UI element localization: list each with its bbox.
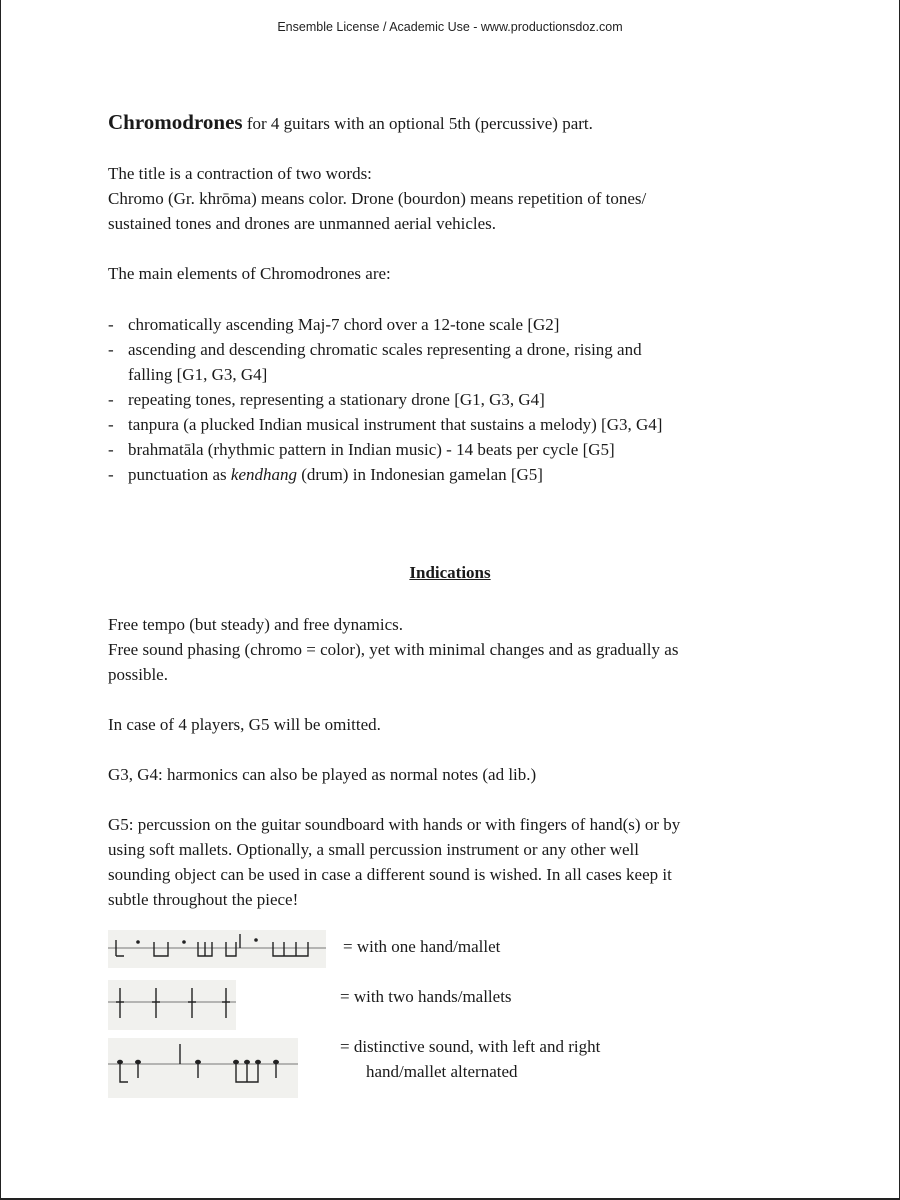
indication-line: sounding object can be used in case a different sound is wished. In all cases keep it [108,865,672,884]
intro-paragraph-3: The main elements of Chromodrones are: [108,264,391,283]
legend-distinctive: = distinctive sound, with left and right [340,1037,601,1056]
legend-distinctive-continued: hand/mallet alternated [366,1062,518,1081]
indications-heading: Indications [409,563,491,582]
notation-one-hand [108,930,326,968]
intro-paragraph-2b: sustained tones and drones are unmanned aerial vehicles. [108,214,497,233]
indication-line: possible. [108,665,168,684]
list-item: - brahmatāla (rhythmic pattern in Indian music) - 14 beats per cycle [G5] [108,440,615,459]
piece-subtitle: for 4 guitars with an optional 5th (percussive) part. [242,114,593,133]
list-item: - chromatically ascending Maj-7 chord over a 12-tone scale [G2] [108,315,560,334]
intro-paragraph-1: The title is a contraction of two words: [108,164,372,183]
title-line [108,110,593,136]
list-item: - tanpura (a plucked Indian musical instrument that sustains a melody) [G3, G4] [108,415,663,434]
list-item: - repeating tones, representing a stationary drone [G1, G3, G4] [108,390,545,409]
indication-line: Free tempo (but steady) and free dynamics. [108,615,404,634]
legend-two-hands: = with two hands/mallets [340,987,512,1006]
notation-distinctive [108,1038,298,1098]
piece-title: Chromodrones [108,110,243,134]
license-header: Ensemble License / Academic Use - www.productionsdoz.com [277,20,623,34]
list-item: - ascending and descending chromatic scales representing a drone, rising and [108,340,642,359]
indication-line: subtle throughout the piece! [108,890,299,909]
legend-one-hand: = with one hand/mallet [343,937,501,956]
indication-line: using soft mallets. Optionally, a small percussion instrument or any other well [108,840,640,859]
indication-line: G3, G4: harmonics can also be played as normal notes (ad lib.) [108,765,537,784]
list-item: - punctuation as kendhang (drum) in Indonesian gamelan [G5] [108,465,543,484]
indication-line: G5: percussion on the guitar soundboard with hands or with fingers of hand(s) or by [108,815,681,834]
indication-line: In case of 4 players, G5 will be omitted. [108,715,381,734]
notation-two-hands [108,980,236,1030]
indication-line: Free sound phasing (chromo = color), yet with minimal changes and as gradually as [108,640,679,659]
intro-paragraph-2a: Chromo (Gr. khrōma) means color. Drone (bourdon) means repetition of tones/ [108,189,647,208]
list-item-continuation: falling [G1, G3, G4] [128,365,268,384]
